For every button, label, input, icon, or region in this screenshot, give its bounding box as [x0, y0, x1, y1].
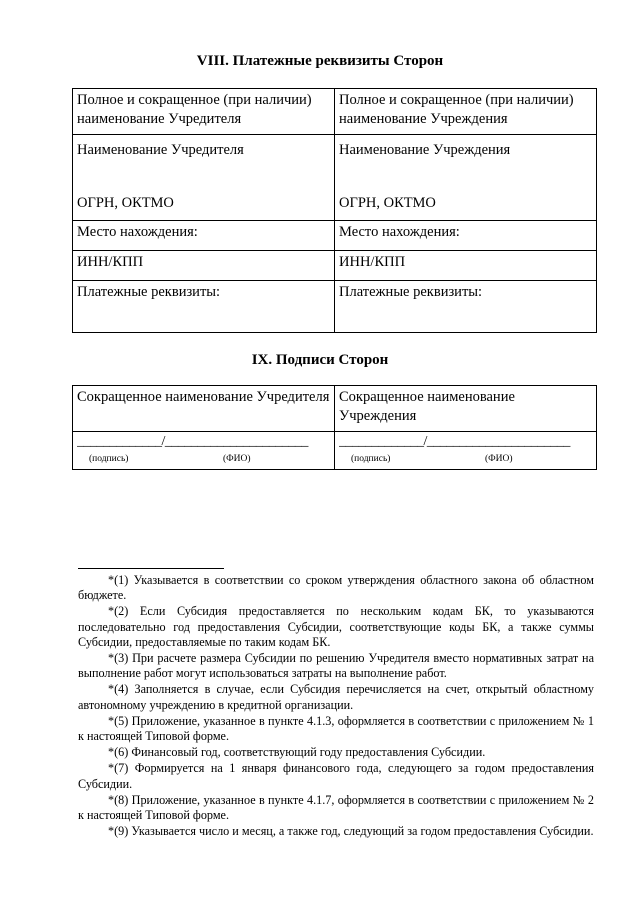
footnote-4: *(4) Заполняется в случае, если Субсидия перечисляется на счет, открытый областному автономному учреждению в кредитной организации.	[78, 682, 594, 712]
footnote-divider	[78, 568, 224, 569]
institution-fullname-cell: Полное и сокращенное (при наличии) наименование Учреждения	[335, 89, 597, 135]
institution-inn-cell: ИНН/КПП	[335, 251, 597, 281]
payment-details-table	[72, 88, 597, 333]
founder-inn-cell: ИНН/КПП	[73, 251, 335, 281]
founder-ogrn-label: ОГРН, ОКТМО	[77, 195, 174, 211]
institution-name-caption: (ФИО)	[485, 454, 513, 464]
institution-ogrn-label: ОГРН, ОКТМО	[339, 195, 436, 211]
founder-payment-cell: Платежные реквизиты:	[73, 281, 335, 333]
table-row	[73, 89, 597, 135]
footnotes	[78, 573, 594, 840]
footnote-2: *(2) Если Субсидия предоставляется по нескольким кодам БК, то указываются последовательно год предоставления Субсидии, соответствующие коды БК, а также суммы Субсидии, предоставляемые по таким кодам БК.	[78, 604, 594, 649]
founder-name-label: Наименование Учредителя	[77, 142, 244, 158]
founder-name-caption: (ФИО)	[223, 454, 251, 464]
footnote-7: *(7) Формируется на 1 января финансового года, следующего за годом предоставления Субсидии.	[78, 761, 594, 791]
footnote-8: *(8) Приложение, указанное в пункте 4.1.7, оформляется в соответствии с приложением № 2 к настоящей Типовой форме.	[78, 792, 594, 823]
founder-location-cell: Место нахождения:	[73, 221, 335, 251]
section-8-heading: VIII. Платежные реквизиты Сторон	[196, 53, 444, 69]
founder-sign-label: (подпись)	[89, 454, 129, 464]
section-9-heading: IX. Подписи Сторон	[251, 352, 389, 368]
institution-name-label: Наименование Учреждения	[339, 142, 511, 158]
table-row	[73, 135, 597, 221]
institution-sign-label: (подпись)	[351, 454, 391, 464]
institution-name-cell	[335, 135, 597, 221]
table-row	[73, 386, 597, 432]
footnote-9: *(9) Указывается число и месяц, а также год, следующий за годом предоставления Субсидии.	[108, 824, 594, 839]
institution-signature-cell	[335, 432, 597, 470]
founder-signature-cell	[73, 432, 335, 470]
institution-payment-cell: Платежные реквизиты:	[335, 281, 597, 333]
footnote-3: *(3) При расчете размера Субсидии по решению Учредителя вместо нормативных затрат на выполнение работ могут использоваться затраты на выполнение работ.	[78, 651, 594, 681]
footnote-5: *(5) Приложение, указанное в пункте 4.1.3, оформляется в соответствии с приложением № 1 к настоящей Типовой форме.	[78, 713, 594, 744]
institution-shortname-cell: Сокращенное наименование Учреждения	[335, 386, 597, 432]
table-row	[73, 251, 597, 281]
table-row	[73, 221, 597, 251]
table-row	[73, 432, 597, 470]
founder-shortname-cell: Сокращенное наименование Учредителя	[73, 386, 335, 432]
footnote-1: *(1) Указывается в соответствии со сроком утверждения областного закона об областном бюджете.	[78, 573, 594, 603]
table-row	[73, 281, 597, 333]
founder-name-cell	[73, 135, 335, 221]
founder-signature-line: _____________/______________________	[77, 434, 308, 449]
founder-fullname-cell: Полное и сокращенное (при наличии) наименование Учредителя	[73, 89, 335, 135]
institution-location-cell: Место нахождения:	[335, 221, 597, 251]
footnote-6: *(6) Финансовый год, соответствующий году предоставления Субсидии.	[108, 745, 486, 760]
signatures-table	[72, 385, 597, 470]
institution-signature-line: _____________/______________________	[339, 434, 570, 449]
